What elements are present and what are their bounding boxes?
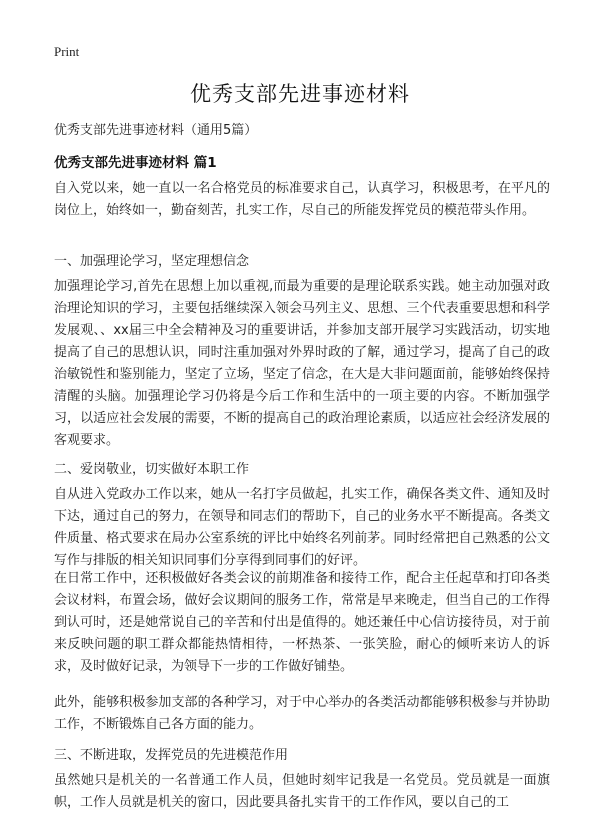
intro-paragraph: 自入党以来，她一直以一名合格党员的标准要求自己，认真学习，积极思考，在平凡的岗位上，始终如一，勤奋刻苦，扎实工作，尽自己的所能发挥党员的模范带头作用。 bbox=[54, 181, 550, 218]
heading-3: 三、不断进取，发挥党员的先进模范作用 bbox=[54, 748, 289, 763]
paragraph-5: 虽然她只是机关的一名普通工作人员，但她时刻牢记我是一名党员。党员就是一面旗帜，工作人员就是机关的窗口，因此要具备扎实肯干的工作作风，要以自己的工 bbox=[54, 773, 550, 810]
heading-1: 一、加强理论学习，坚定理想信念 bbox=[54, 254, 250, 269]
paragraph-2: 自从进入党政办工作以来，她从一名打字员做起，扎实工作，确保各类文件、通知及时下达，通过自己的努力，在领导和同志们的帮助下，自己的业务水平不断提高。各类文件质量、格式要求在局办公室系统的评比中始终名列前茅。同时经常把自己熟悉的公文写作与排版的相关知识同事们分享得到同事们的好评。 bbox=[54, 487, 550, 568]
document-title: 优秀支部先进事迹材料 bbox=[190, 82, 410, 106]
print-link[interactable]: Print bbox=[54, 44, 80, 59]
heading-2: 二、爱岗敬业，切实做好本职工作 bbox=[54, 462, 250, 477]
paragraph-1: 加强理论学习,首先在思想上加以重视,而最为重要的是理论联系实践。她主动加强对政治理论知识的学习，主要包括继续深入领会马列主义、思想、三个代表重要思想和科学发展观、、xx届三中全会精神及习的重要讲话，并参加支部开展学习实践活动，切实地提高了自己的思想认识，同时注重加强对外界时政的了解，通过学习，提高了自己的政治敏锐性和鉴别能力，坚定了立场，坚定了信念，在大是大非问题面前，能够始终保持清醒的头脑。加强理论学习仍将是今后工作和生活中的一项主要的内容。不断加强学习，以适应社会发展的需要，不断的提高自己的政治理论素质，以适应社会经济发展的客观要求。 bbox=[54, 279, 550, 448]
paragraph-4: 此外，能够积极参加支部的各种学习，对于中心举办的各类活动都能够积极参与并协助工作，不断锻炼自己各方面的能力。 bbox=[54, 695, 550, 732]
document-subtitle: 优秀支部先进事迹材料（通用5篇） bbox=[54, 123, 258, 138]
paragraph-3: 在日常工作中，还积极做好各类会议的前期准备和接待工作，配合主任起草和打印各类会议材料，布置会场，做好会议期间的服务工作，常常是早来晚走，但当自己的工作得到认可时，还是她常说自己的辛苦和付出是值得的。她还兼任中心信访接待员，对于前来反映问题的职工群众都能热情相待，一杯热茶、一张笑脸，耐心的倾听来访人的诉求，及时做好记录，为领导下一步的工作做好铺垫。 bbox=[54, 571, 550, 674]
section-title: 优秀支部先进事迹材料 篇1 bbox=[54, 155, 217, 171]
